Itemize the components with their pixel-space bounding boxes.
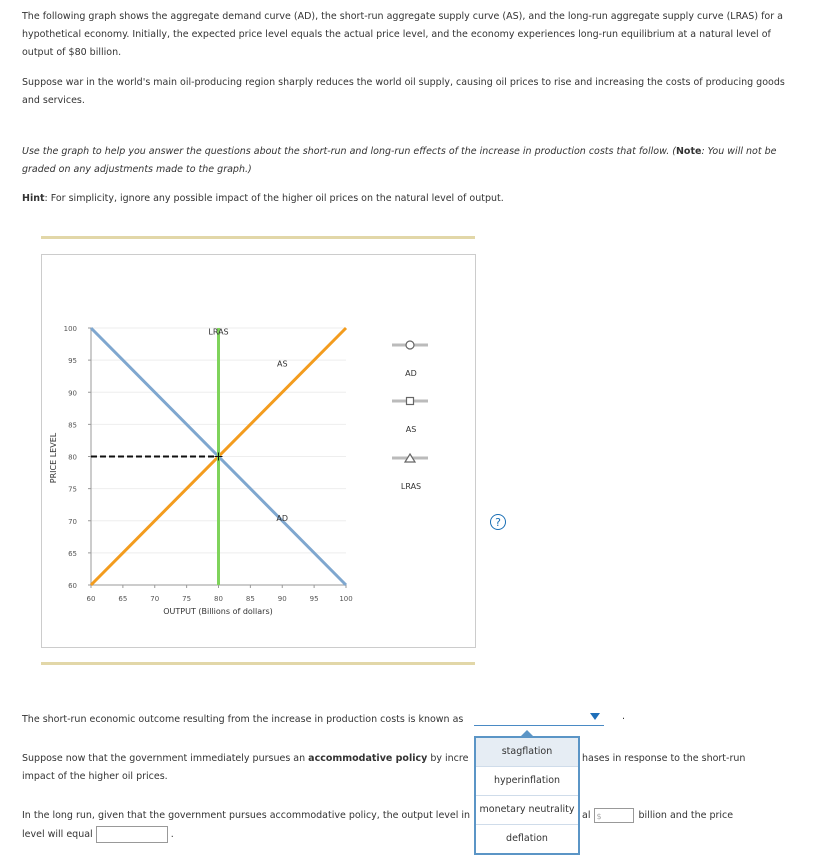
dropdown-option-monetary-neutrality[interactable]: monetary neutrality xyxy=(476,796,578,825)
question-2-tail: hases in response to the short-run xyxy=(582,753,746,764)
x-tick-label: 70 xyxy=(150,595,160,603)
question-3-tail: al $ billion and the price xyxy=(582,810,734,821)
as-curve-label: AS xyxy=(276,359,288,369)
question-2-line-1: Suppose now that the government immediately pursues an accommodative policy by incre xyxy=(22,753,469,764)
intro-paragraph-2: Suppose war in the world's main oil-producing region sharply reduces the world oil supply, causing oil prices to rise and increasing the costs of producing goods and services. xyxy=(22,77,785,106)
instruction-paragraph: Use the graph to help you answer the questions about the short-run and long-run effects of the increase in production costs that follow. (Note: You will not be graded on any adjustments made to the graph.) xyxy=(22,146,777,175)
y-tick-label: 95 xyxy=(68,357,77,366)
circle-icon[interactable] xyxy=(406,341,414,349)
dropdown-menu[interactable] xyxy=(474,736,580,855)
square-icon[interactable] xyxy=(407,398,414,405)
x-tick-label: 90 xyxy=(277,595,287,603)
y-tick-label: 100 xyxy=(63,325,77,333)
x-axis-label: OUTPUT (Billions of dollars) xyxy=(163,607,273,616)
price-level-input[interactable] xyxy=(96,826,168,843)
question-3-line-2: level will equal . xyxy=(22,826,792,844)
y-tick-label: 85 xyxy=(68,421,77,430)
y-tick-label: 90 xyxy=(68,389,77,398)
output-input[interactable]: $ xyxy=(594,808,634,823)
question-1: The short-run economic outcome resulting from the increase in production costs is known as xyxy=(22,714,464,725)
y-tick-label: 80 xyxy=(68,453,77,462)
help-icon[interactable]: ? xyxy=(490,514,506,530)
y-tick-label: 75 xyxy=(68,485,77,494)
y-tick-label: 70 xyxy=(68,517,77,526)
divider-bottom xyxy=(41,662,475,665)
lras-curve-label: LRAS xyxy=(208,327,229,337)
dropdown-option-hyperinflation[interactable]: hyperinflation xyxy=(476,767,578,796)
outcome-dropdown[interactable] xyxy=(474,710,604,726)
y-axis-label: PRICE LEVEL xyxy=(49,432,58,484)
x-tick-label: 75 xyxy=(182,595,192,603)
chevron-down-icon[interactable] xyxy=(590,713,600,720)
legend-label-ad: AD xyxy=(405,369,417,378)
x-tick-label: 85 xyxy=(245,595,255,603)
x-tick-label: 100 xyxy=(339,595,353,603)
question-2-line-2: impact of the higher oil prices. xyxy=(22,771,168,782)
dropdown-option-deflation[interactable]: deflation xyxy=(506,833,548,844)
hint-paragraph: Hint: For simplicity, ignore any possible impact of the higher oil prices on the natural level of output. xyxy=(22,193,504,204)
legend-label-as: AS xyxy=(405,425,417,434)
x-tick-label: 65 xyxy=(118,595,128,603)
dropdown-option-stagflation[interactable]: stagflation xyxy=(476,738,578,767)
y-tick-label: 60 xyxy=(68,582,77,590)
x-tick-label: 60 xyxy=(86,595,96,603)
intro-paragraph-1: The following graph shows the aggregate demand curve (AD), the short-run aggregate supply curve (AS), and the long-run aggregate supply curve (LRAS) for a hypothetical economy. Initially, the expected price level equals the actual price level, and the economy experiences long-run equilibrium at a natural level of output of $80 billion. xyxy=(22,11,783,58)
question-1-period: . xyxy=(622,711,626,722)
x-tick-label: 95 xyxy=(309,595,319,603)
ad-curve-label: AD xyxy=(276,513,289,523)
question-3-line-1: In the long run, given that the government pursues accommodative policy, the output level in xyxy=(22,810,471,821)
legend-label-lras: LRAS xyxy=(400,482,422,491)
x-tick-label: 80 xyxy=(214,595,223,603)
y-tick-label: 65 xyxy=(68,549,77,558)
